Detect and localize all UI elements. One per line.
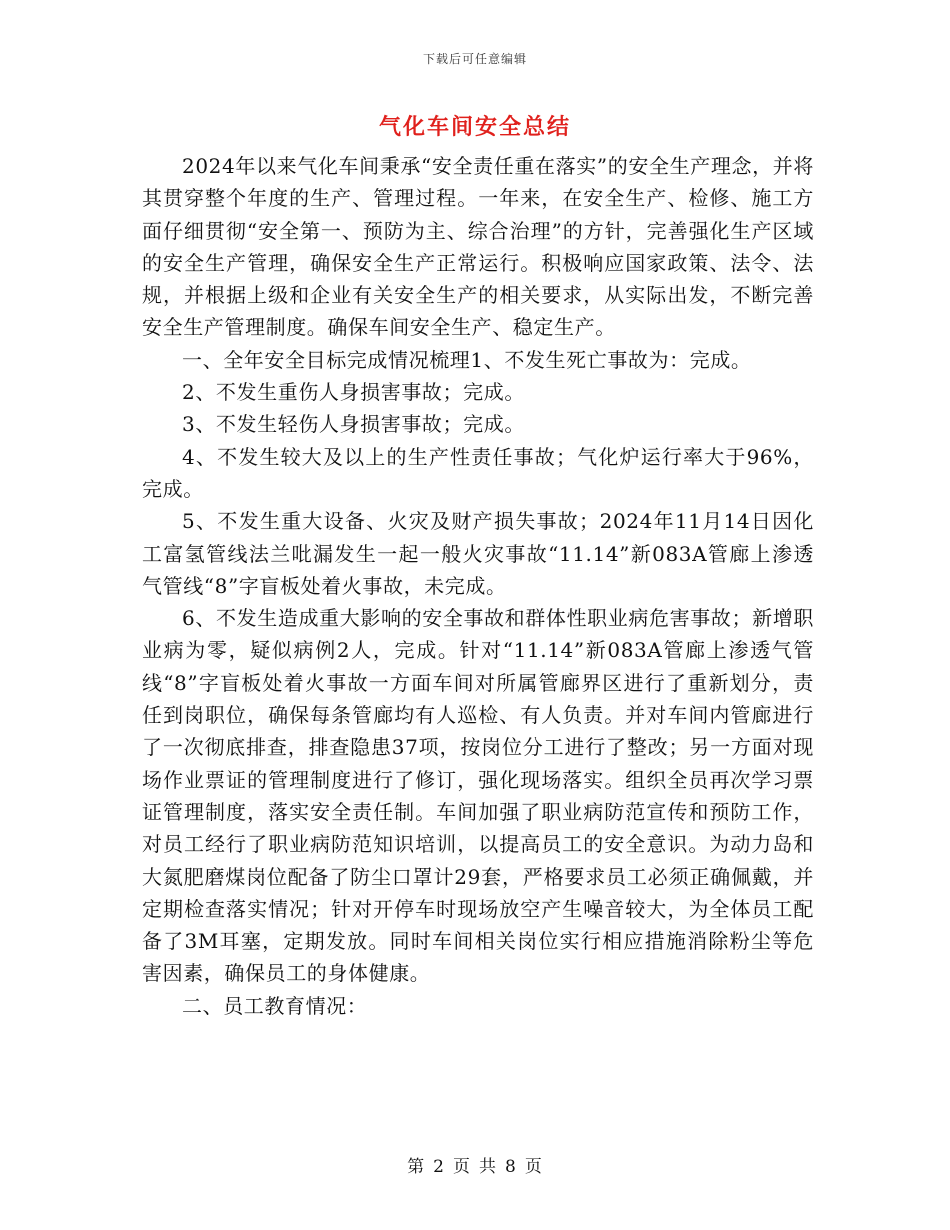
paragraph-item-6: 6、不发生造成重大影响的安全事故和群体性职业病危害事故；新增职业病为零，疑似病例2人，完成。针对“11.14”新083A管廊上渗透气管线“8”字盲板处着火事故一方面车间对所属管廊界区进行了重新划分，责任到岗职位，确保每条管廊均有人巡检、有人负责。并对车间内管廊进行了一次彻底排查，排查隐患37项，按岗位分工进行了整改；另一方面对现场作业票证的管理制度进行了修订，强化现场落实。组织全员再次学习票证管理制度，落实安全责任制。车间加强了职业病防范宣传和预防工作，对员工经行了职业病防范知识培训，以提高员工的安全意识。为动力岛和大氮肥磨煤岗位配备了防尘口罩计29套，严格要求员工必须正确佩戴，并定期检查落实情况；针对开停车时现场放空产生噪音较大，为全体员工配备了3M耳塞，定期发放。同时车间相关岗位实行相应措施消除粉尘等危害因素，确保员工的身体健康。 bbox=[142, 606, 814, 986]
footer-suffix: 页 bbox=[524, 1157, 543, 1177]
footer-prefix: 第 bbox=[407, 1157, 426, 1177]
document-body bbox=[142, 150, 814, 1022]
footer-page-word: 页 bbox=[453, 1157, 471, 1177]
paragraph-item-4: 4、不发生较大及以上的生产性责任事故；气化炉运行率大于96%，完成。 bbox=[142, 444, 814, 501]
paragraph-section-1-item-1: 一、全年安全目标完成情况梳理1、不发生死亡事故为：完成。 bbox=[182, 347, 752, 372]
footer-total-word: 共 bbox=[479, 1157, 497, 1177]
document-title: 气化车间安全总结 bbox=[378, 114, 571, 140]
paragraph-item-2: 2、不发生重伤人身损害事故；完成。 bbox=[182, 380, 525, 405]
footer-total-pages: 8 bbox=[505, 1157, 517, 1177]
page-header-note: 下载后可任意编辑 bbox=[422, 52, 527, 66]
paragraph-intro: 2024年以来气化车间秉承“安全责任重在落实”的安全生产理念，并将其贯穿整个年度的生产、管理过程。一年来，在安全生产、检修、施工方面仔细贯彻“安全第一、预防为主、综合治理”的方针，完善强化生产区域的安全生产管理，确保安全生产正常运行。积极响应国家政策、法令、法规，并根据上级和企业有关安全生产的相关要求，从实际出发，不断完善安全生产管理制度。确保车间安全生产、稳定生产。 bbox=[142, 154, 814, 340]
paragraph-item-5: 5、不发生重大设备、火灾及财产损失事故；2024年11月14日因化工富氢管线法兰吡漏发生一起一般火灾事故“11.14”新083A管廊上渗透气管线“8”字盲板处着火事故，未完成。 bbox=[142, 509, 814, 598]
paragraph-item-3: 3、不发生轻伤人身损害事故；完成。 bbox=[182, 412, 525, 437]
paragraph-section-2-heading: 二、员工教育情况： bbox=[182, 993, 368, 1018]
footer-current-page: 2 bbox=[433, 1157, 445, 1177]
page-footer bbox=[0, 1152, 950, 1177]
